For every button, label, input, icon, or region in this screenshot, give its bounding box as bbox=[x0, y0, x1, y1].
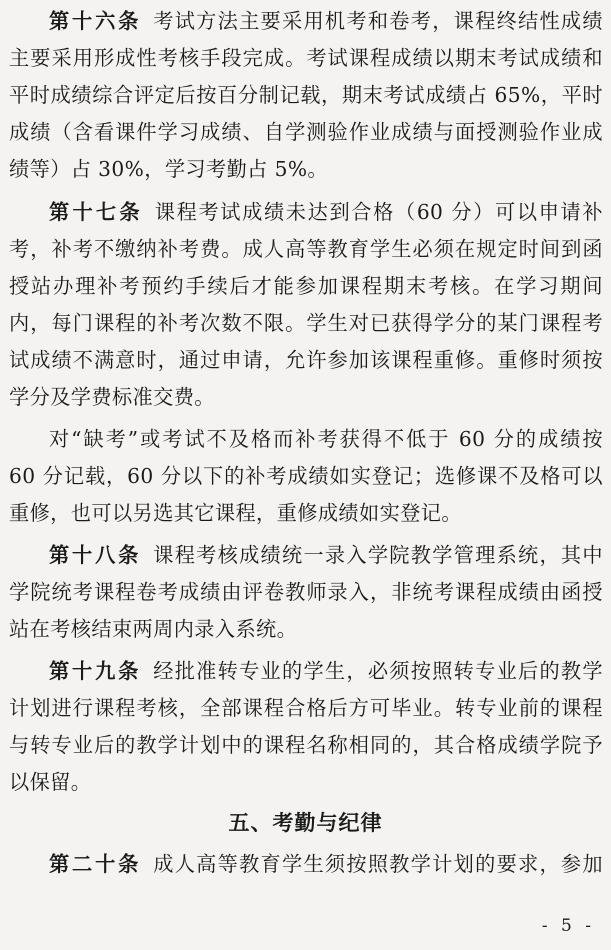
article-16-line-3: 平时成绩综合评定后按百分制记载，期末考试成绩占 65%，平时 bbox=[9, 83, 603, 107]
article-18-label: 第十八条 bbox=[49, 543, 142, 567]
article-18-line-2: 学院统考课程卷考成绩由评卷教师录入，非统考课程成绩由函授 bbox=[9, 580, 603, 604]
article-19-line-3: 与转专业后的教学计划中的课程名称相同的，其合格成绩学院予 bbox=[9, 733, 603, 757]
article-17-text: 课程考试成绩未达到合格（60 分）可以申请补 bbox=[154, 200, 603, 224]
article-17-line-5: 试成绩不满意时，通过申请，允许参加该课程重修。重修时须按 bbox=[9, 348, 603, 372]
article-19-line-4: 以保留。 bbox=[9, 770, 92, 794]
article-16-line-2: 主要采用形成性考核手段完成。考试课程成绩以期末考试成绩和 bbox=[9, 46, 603, 70]
article-19-text: 经批准转专业的学生，必须按照转专业后的教学 bbox=[153, 659, 603, 683]
article-20-label: 第二十条 bbox=[49, 852, 142, 876]
article-17-para2-line-2: 60 分记载，60 分以下的补考成绩如实登记；选修课不及格可以 bbox=[9, 464, 603, 488]
article-16-line-1 bbox=[9, 8, 603, 36]
article-19-line-1 bbox=[9, 658, 603, 686]
article-18-line-1 bbox=[9, 542, 603, 570]
article-20-text: 成人高等教育学生须按照教学计划的要求，参加 bbox=[153, 852, 603, 876]
article-16-text: 考试方法主要采用机考和卷考，课程终结性成绩 bbox=[153, 9, 603, 33]
article-16-label: 第十六条 bbox=[49, 9, 142, 33]
page-number: - 5 - bbox=[541, 916, 595, 936]
article-18-text: 课程考核成绩统一录入学院教学管理系统，其中 bbox=[153, 543, 603, 567]
section-heading: 五、考勤与纪律 bbox=[228, 810, 383, 835]
article-17-para2-line-1: 对“缺考”或考试不及格而补考获得不低于 60 分的成绩按 bbox=[49, 427, 603, 451]
article-17-para2-line-3: 重修，也可以另选其它课程，重修成绩如实登记。 bbox=[9, 501, 462, 525]
article-19-line-2: 计划进行课程考核，全部课程合格后方可毕业。转专业前的课程 bbox=[9, 696, 603, 720]
article-17-line-3: 授站办理补考预约手续后才能参加课程期末考核。在学习期间 bbox=[9, 274, 603, 298]
article-16-line-4: 成绩（含看课件学习成绩、自学测验作业成绩与面授测验作业成 bbox=[9, 120, 603, 144]
article-17-line-2: 考，补考不缴纳补考费。成人高等教育学生必须在规定时间到函 bbox=[9, 237, 603, 261]
article-17-line-4: 内，每门课程的补考次数不限。学生对已获得学分的某门课程考 bbox=[9, 311, 603, 335]
article-19-label: 第十九条 bbox=[49, 659, 142, 683]
article-16-line-5: 绩等）占 30%，学习考勤占 5%。 bbox=[9, 157, 328, 181]
article-17-line-1 bbox=[9, 199, 603, 227]
article-20-line-1 bbox=[9, 851, 603, 879]
article-18-line-3: 站在考核结束两周内录入系统。 bbox=[9, 617, 298, 641]
article-17-label: 第十七条 bbox=[49, 200, 143, 224]
article-17-line-6: 学分及学费标准交费。 bbox=[9, 385, 215, 409]
